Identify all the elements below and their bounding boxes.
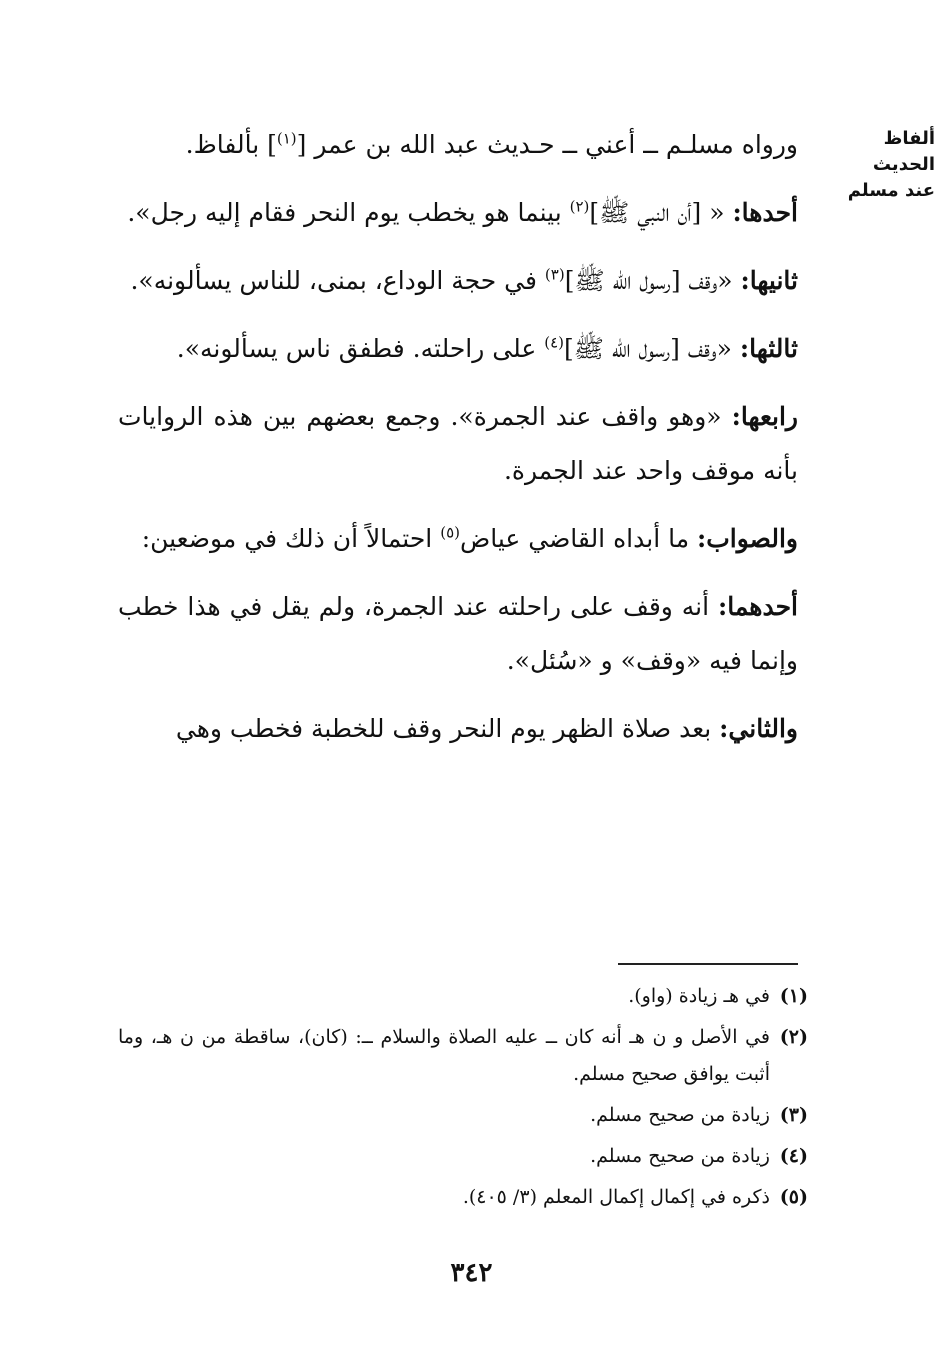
paragraph-text: «وقف [رسول الله ﷺ] [564, 266, 741, 295]
footnote-text: في الأصل و ن هـ أنه كان ــ عليه الصلاة والسلام ــ: (كان)، ساقطة من ن هـ، وما أثبت يوافق صحيح مسلم. [118, 1026, 770, 1085]
paragraph [118, 702, 798, 756]
paragraph-text: « [أن النبي ﷺ] [589, 198, 733, 227]
footnote-number: (٢) [779, 1026, 808, 1048]
footnote [118, 978, 808, 1015]
footnote-text: ذكره في إكمال إكمال المعلم (٣/ ٤٠٥). [462, 1186, 770, 1208]
margin-note-line1: ألفاظ الحديث [872, 128, 935, 175]
paragraph-text: ما أبداه القاضي عياض [459, 524, 698, 553]
paragraph-lead: ثانيها: [740, 266, 798, 295]
footnotes [118, 978, 808, 1220]
footnote-divider [618, 963, 798, 965]
paragraph [118, 254, 798, 308]
page-number: ٣٤٢ [450, 1258, 493, 1288]
paragraph [118, 118, 798, 172]
footnote-number: (١) [779, 985, 808, 1007]
paragraph-text: «وهو واقف عند الجمرة». وجمع بعضهم بين هذه الروايات بأنه موقف واحد عند الجمرة. [118, 402, 798, 485]
margin-note [825, 126, 935, 204]
paragraph-lead: رابعها: [731, 402, 798, 431]
footnote [118, 1179, 808, 1216]
paragraph [118, 390, 798, 498]
footnote-number: (٥) [779, 1186, 808, 1208]
footnote-ref: (٢) [569, 197, 590, 216]
footnote [118, 1019, 808, 1093]
paragraph-text: بعد صلاة الظهر يوم النحر وقف للخطبة فخطب وهي [175, 714, 720, 743]
footnote-text: في هـ زيادة (واو). [628, 985, 770, 1007]
margin-note-line2: عند مسلم [847, 180, 935, 201]
paragraph-lead: والصواب: [697, 524, 798, 553]
main-text [118, 118, 798, 770]
footnote-text: زيادة من صحيح مسلم. [590, 1104, 770, 1126]
paragraph-tail: بينما هو يخطب يوم النحر فقام إليه رجل». [127, 198, 570, 227]
paragraph [118, 512, 798, 566]
footnote-ref: (٣) [544, 265, 565, 284]
paragraph-text: «وقف [رسول الله ﷺ] [564, 334, 740, 363]
paragraph-lead: ثالثها: [739, 334, 798, 363]
paragraph-tail: في حجة الوداع، بمنى، للناس يسألونه». [130, 266, 545, 295]
footnote-text: زيادة من صحيح مسلم. [590, 1145, 770, 1167]
paragraph-tail: على راحلته. فطفق ناس يسألونه». [176, 334, 545, 363]
paragraph-lead: والثاني: [719, 714, 798, 743]
paragraph-lead: أحدها: [732, 198, 798, 227]
footnote-ref: (١) [276, 129, 297, 148]
paragraph [118, 322, 798, 376]
footnote-number: (٤) [779, 1145, 808, 1167]
paragraph [118, 580, 798, 688]
paragraph-text: أنه وقف على راحلته عند الجمرة، ولم يقل في هذا خطب وإنما فيه «وقف» و «سُئل». [118, 592, 798, 675]
paragraph-tail: احتمالاً أن ذلك في موضعين: [141, 524, 441, 553]
footnote-ref: (٥) [440, 523, 460, 542]
paragraph-lead: أحدهما: [717, 592, 798, 621]
paragraph-tail: ] بألفاظ. [185, 130, 277, 159]
paragraph [118, 186, 798, 240]
footnote-number: (٣) [779, 1104, 808, 1126]
footnote-ref: (٤) [544, 333, 565, 352]
paragraph-text: ورواه مسلـم ــ أعني ــ حـديث عبد الله بن عمر [ [296, 130, 798, 159]
footnote [118, 1138, 808, 1175]
footnote [118, 1097, 808, 1134]
